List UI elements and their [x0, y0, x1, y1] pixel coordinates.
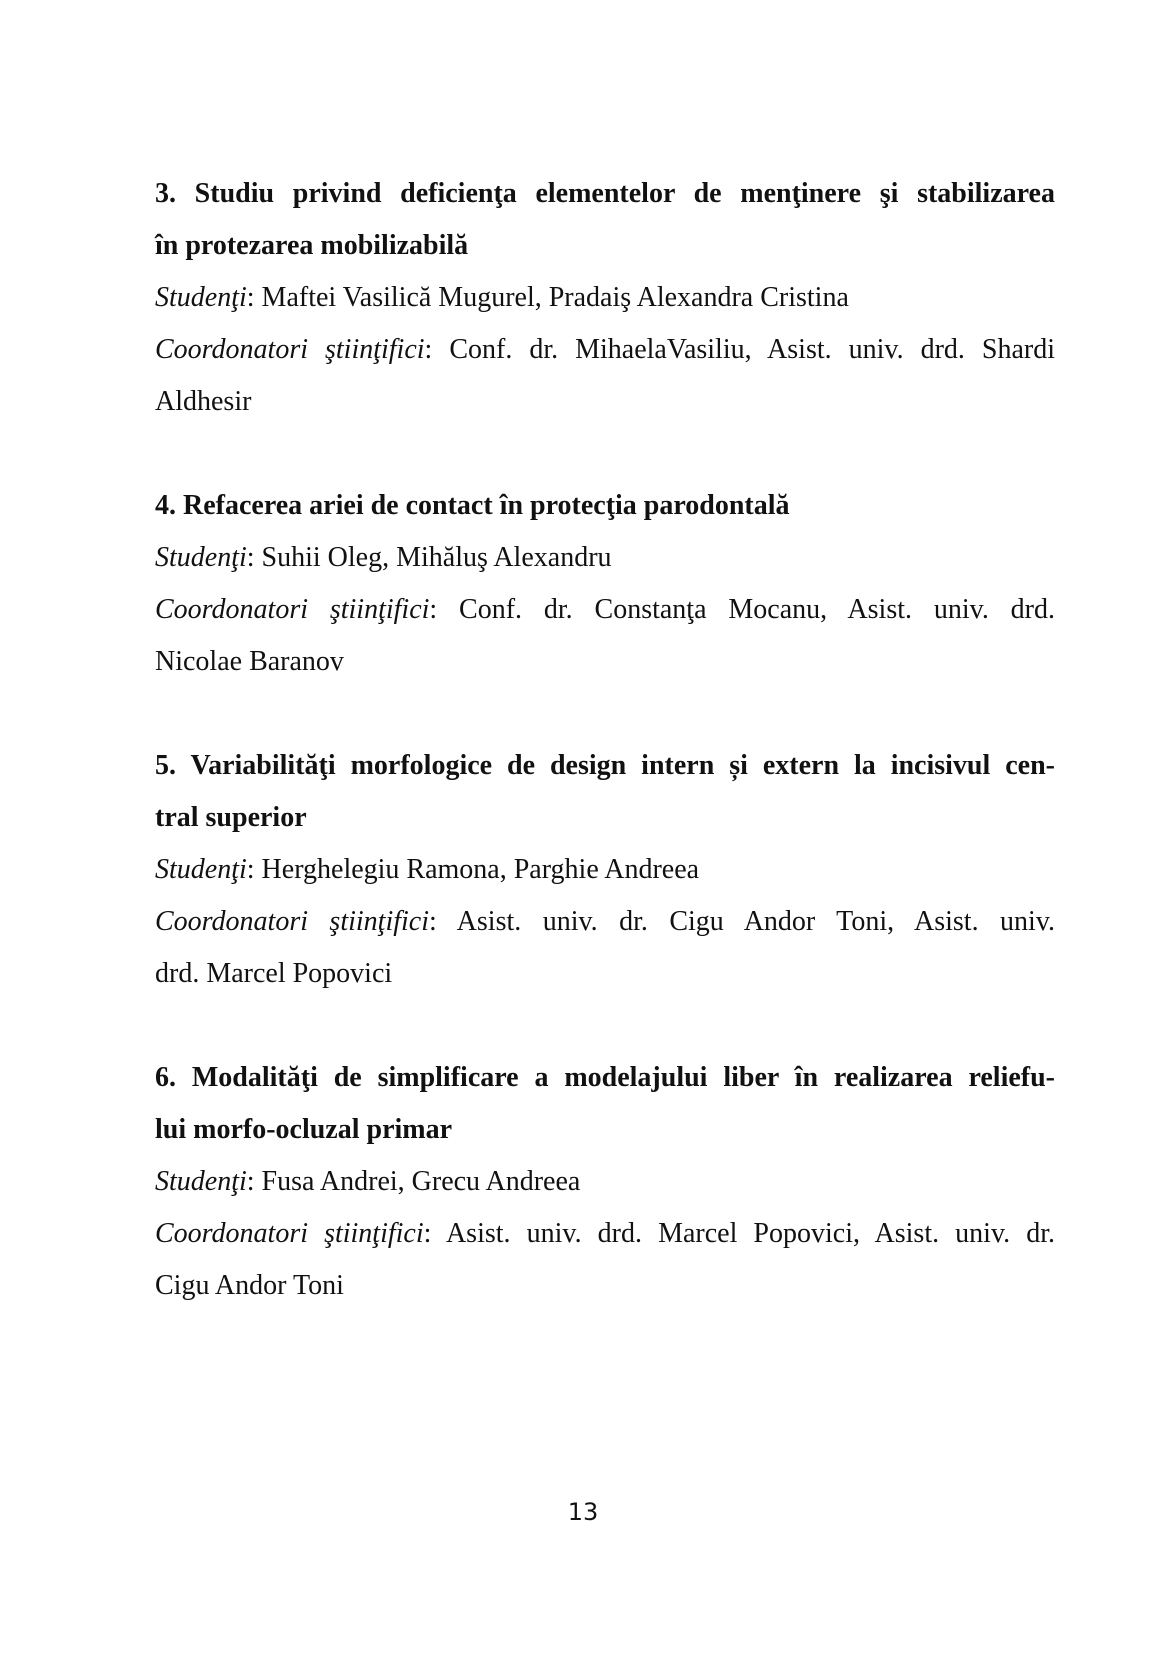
project-title-line: lui morfo-ocluzal primar — [155, 1114, 453, 1145]
students-line — [155, 844, 1055, 896]
coordinators-label: Coordonatori ştiinţifici — [155, 334, 425, 365]
project-entry-3 — [155, 168, 1055, 428]
project-title-line: 5. Variabilităţi morfologice de design intern și extern la incisivul cen- — [155, 750, 1055, 781]
coordinators-label: Coordonatori ştiinţifici — [155, 594, 430, 625]
project-title-line: 3. Studiu privind deficienţa elementelor de menţinere şi stabilizarea — [155, 178, 1055, 209]
project-entry-6 — [155, 1052, 1055, 1312]
coordinators-line — [155, 324, 1055, 376]
coordinators-line-continued: Nicolae Baranov — [155, 646, 344, 677]
document-body — [155, 168, 1055, 1312]
coordinators-line-continued: Cigu Andor Toni — [155, 1270, 344, 1301]
project-title-line: tral superior — [155, 802, 307, 833]
coordinators-names: : Conf. dr. MihaelaVasiliu, Asist. univ. drd. Shardi — [424, 334, 1055, 365]
project-entry-4 — [155, 480, 1055, 688]
project-title-line: în protezarea mobilizabilă — [155, 230, 469, 261]
students-names: : Suhii Oleg, Mihăluş Alexandru — [246, 542, 612, 573]
coordinators-names: : Asist. univ. dr. Cigu Andor Toni, Asist. univ. — [429, 906, 1055, 937]
coordinators-names: : Conf. dr. Constanţa Mocanu, Asist. univ. drd. — [429, 594, 1056, 625]
students-names: : Maftei Vasilică Mugurel, Pradaiş Alexandra Cristina — [246, 282, 849, 313]
coordinators-names: : Asist. univ. drd. Marcel Popovici, Asist. univ. dr. — [423, 1218, 1056, 1249]
coordinators-line — [155, 584, 1055, 636]
students-line — [155, 1156, 1055, 1208]
students-label: Studenţi — [155, 542, 247, 573]
students-label: Studenţi — [155, 282, 247, 313]
coordinators-line-continued: Aldhesir — [155, 386, 252, 417]
students-line — [155, 272, 1055, 324]
students-label: Studenţi — [155, 1166, 247, 1197]
page-number: 13 — [567, 1498, 599, 1526]
project-title-line: 4. Refacerea ariei de contact în protecţia parodontală — [155, 490, 790, 521]
project-entry-5 — [155, 740, 1055, 1000]
students-names: : Fusa Andrei, Grecu Andreea — [246, 1166, 581, 1197]
coordinators-label: Coordonatori ştiinţifici — [155, 1218, 424, 1249]
students-names: : Herghelegiu Ramona, Parghie Andreea — [246, 854, 700, 885]
students-label: Studenţi — [155, 854, 247, 885]
coordinators-label: Coordonatori ştiinţifici — [155, 906, 429, 937]
coordinators-line-continued: drd. Marcel Popovici — [155, 958, 393, 989]
coordinators-line — [155, 896, 1055, 948]
coordinators-line — [155, 1208, 1055, 1260]
students-line — [155, 532, 1055, 584]
project-title-line: 6. Modalităţi de simplificare a modelajului liber în realizarea reliefu- — [155, 1062, 1055, 1093]
